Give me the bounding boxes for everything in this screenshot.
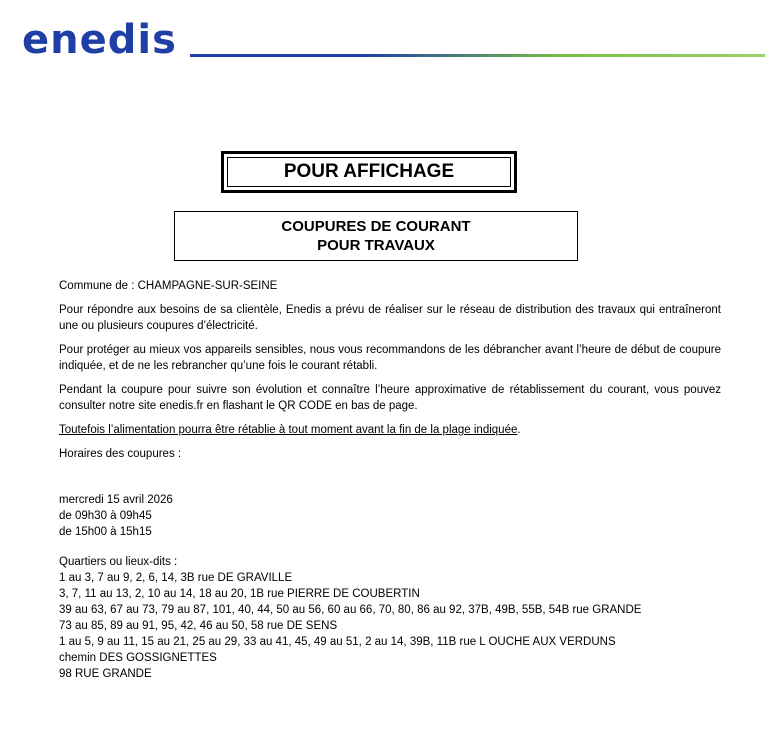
schedule-date: mercredi 15 avril 2026 (59, 494, 173, 506)
schedule-slot: de 15h00 à 15h15 (59, 526, 152, 538)
pour-affichage-title: POUR AFFICHAGE (227, 157, 511, 187)
quartier-item: 98 RUE GRANDE (59, 668, 152, 680)
schedule-block (59, 492, 721, 540)
quartier-item: 1 au 5, 9 au 11, 15 au 21, 25 au 29, 33 au 41, 45, 49 au 51, 2 au 14, 39B, 11B rue L OUCHE AUX VERDUNS (59, 636, 616, 648)
commune-line: Commune de : CHAMPAGNE-SUR-SEINE (59, 280, 278, 292)
coupures-title-line1: COUPURES DE COURANT (281, 218, 471, 235)
paragraph-appareils: Pour protéger au mieux vos appareils sensibles, nous vous recommandons de les débrancher avant l’heure de début de coupure indiquée, et de ne les rebrancher qu’une fois le courant rétabli. (59, 344, 721, 372)
quartier-item: 73 au 85, 89 au 91, 95, 42, 46 au 50, 58 rue DE SENS (59, 620, 338, 632)
quartiers-label: Quartiers ou lieux-dits : (59, 556, 178, 568)
paragraph-retablissement (59, 422, 721, 438)
enedis-logo: enedis (22, 17, 177, 63)
quartier-item: 3, 7, 11 au 13, 2, 10 au 14, 18 au 20, 1B rue PIERRE DE COUBERTIN (59, 588, 420, 600)
coupures-title-line2: POUR TRAVAUX (317, 237, 435, 254)
retablissement-period: . (517, 424, 521, 436)
retablissement-underlined-text: Toutefois l’alimentation pourra être rétablie à tout moment avant la fin de la plage indiquée (59, 424, 518, 436)
notice-body (59, 278, 721, 682)
quartier-item: 39 au 63, 67 au 73, 79 au 87, 101, 40, 44, 50 au 56, 60 au 66, 70, 80, 86 au 92, 37B, 49B, 55B, 54B rue GRANDE (59, 604, 642, 616)
paragraph-besoins: Pour répondre aux besoins de sa clientèle, Enedis a prévu de réaliser sur le réseau de distribution des travaux qui entraîneront une ou plusieurs coupures d’électricité. (59, 304, 721, 332)
quartier-item: 1 au 3, 7 au 9, 2, 6, 14, 3B rue DE GRAVILLE (59, 572, 293, 584)
pour-affichage-box (221, 151, 517, 193)
schedule-slot: de 09h30 à 09h45 (59, 510, 152, 522)
paragraph-suivi: Pendant la coupure pour suivre son évolution et connaître l’heure approximative de rétablissement du courant, vous pouvez consulter notre site enedis.fr en flashant le QR CODE en bas de page. (59, 384, 721, 412)
horaires-label: Horaires des coupures : (59, 448, 182, 460)
quartiers-block (59, 554, 721, 682)
coupures-title-box (174, 211, 578, 261)
quartier-item: chemin DES GOSSIGNETTES (59, 652, 217, 664)
logo-underline-decoration (190, 54, 765, 57)
